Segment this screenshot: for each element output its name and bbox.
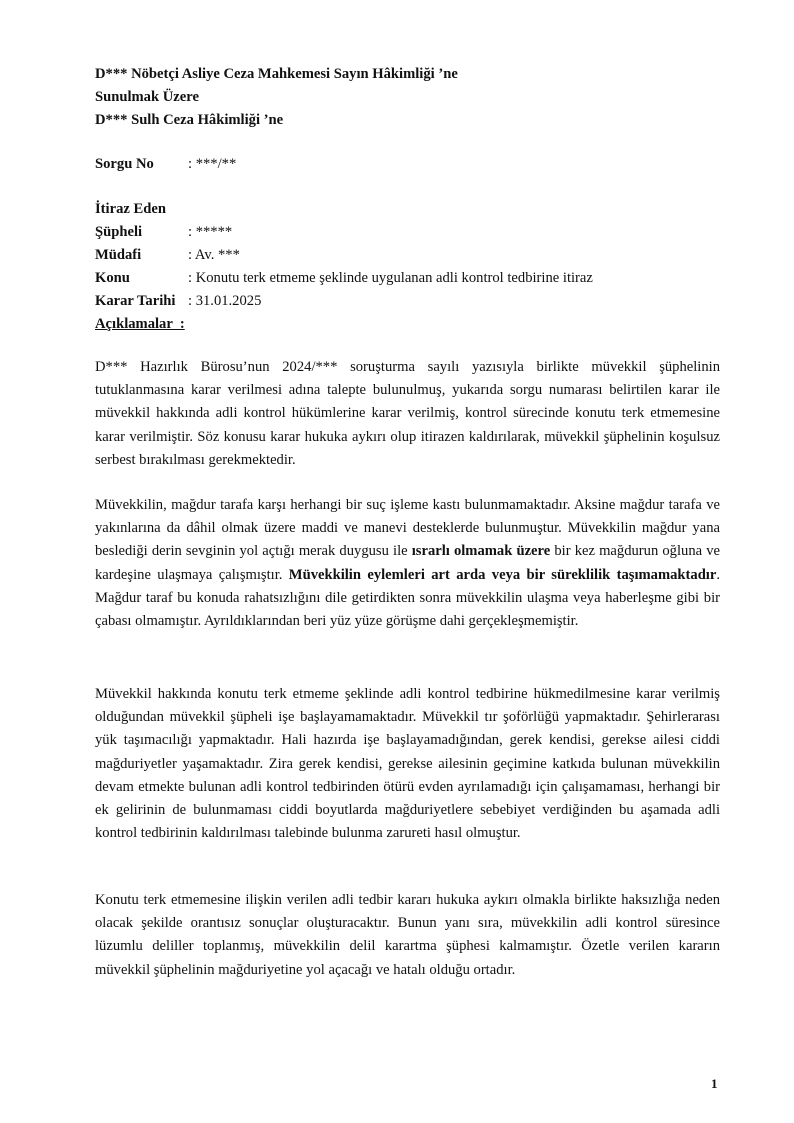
paragraph-2-bold-b: Müvekkilin eylemleri art arda veya bir süreklilik taşımamaktadır — [288, 566, 717, 583]
mudafi-label: Müdafi — [95, 247, 142, 263]
sorgu-no-label: Sorgu No — [95, 156, 154, 172]
paragraph-2-text-c: . Mağdur taraf bu konuda rahatsızlığını dile getirdikten sonra müvekkilin ulaşma veya haberleşme gibi bir çabası olmamıştır. Ayrıldıklarından beri yüz yüze görüşme dahi gerçekleşmemiştir. — [95, 566, 720, 630]
supheli-value: : ***** — [188, 224, 233, 240]
court-address-line-1: D*** Nöbetçi Asliye Ceza Mahkemesi Sayın Hâkimliği ’ne — [95, 66, 458, 82]
paragraph-2-bold-a: ısrarlı olmamak üzere — [411, 543, 551, 560]
court-address-line-3: D*** Sulh Ceza Hâkimliği ’ne — [95, 112, 284, 128]
konu-value: : Konutu terk etmeme şeklinde uygulanan adli kontrol tedbirine itiraz — [188, 270, 593, 286]
supheli-row — [95, 221, 232, 244]
aciklamalar-heading: Açıklamalar : — [95, 316, 185, 332]
mudafi-value: : Av. *** — [188, 247, 240, 263]
paragraph-2-text-a: Müvekkilin, mağdur tarafa karşı herhangi bir suç işleme kastı bulunmamaktadır. Aksine mağdur tarafa ve yakınlarına da dâhil olmak üzere maddi ve manevi desteklerde bulunmuştur. Müvekkilin mağdur yana beslediği derin sevginin yol açtığı merak duygusu ile — [95, 497, 720, 560]
supheli-label: Şüpheli — [95, 224, 143, 240]
paragraph-3: Müvekkil hakkında konutu terk etmeme şeklinde adli kontrol tedbirine hükmedilmesine karar verilmiş olduğundan müvekkil şüpheli işe başlayamamaktadır. Müvekkil tır şoförlüğü yapmaktadır. Şehirlerarası yük taşımacılığı yapmaktadır. Hali hazırda işe başlayamadığından, gerek kendisi, gerekse ailesi ciddi mağduriyetler yaşamaktadır. Zira gerek kendisi, gerekse ailesinin geçimine katkıda bulunan müvekkilin devam etmekte bulunan adli kontrol tedbirinden ötürü evden ayrılamadığı için çalışamaması, herhangi bir ek gelirinin de bulunmaması ciddi boyutlarda mağduriyetlere sebebiyet verdiğinden bu aşamada adli kontrol tedbirinin kaldırılması talebinde bulunma zarureti hasıl olmuştur. — [95, 686, 720, 842]
page-number: 1 — [711, 1076, 718, 1091]
paragraph-2 — [95, 494, 720, 633]
court-address-line-2: Sunulmak Üzere — [95, 89, 199, 105]
karar-tarihi-label: Karar Tarihi — [95, 293, 176, 309]
paragraph-4: Konutu terk etmemesine ilişkin verilen adli tedbir kararı hukuka aykırı olmakla birlikte haksızlığa neden olacak şekilde orantısız sonuçlar oluşturacaktır. Bunun yanı sıra, müvekkilin adli kontrol süresince lüzumlu deliller toplanmış, müvekkilin delil karartma şüphesi kalmamıştır. Özetle verilen kararın müvekkil şüphelinin mağduriyetine yol açacağı ve hatalı olduğu ortadır. — [95, 892, 720, 978]
konu-label: Konu — [95, 270, 130, 286]
paragraph-1: D*** Hazırlık Bürosu’nun 2024/*** soruşturma sayılı yazısıyla birlikte müvekkil şüphelinin tutuklanmasına karar verilmesi adına talepte bulunulmuş, yukarıda sorgu numarası belirtilen karar ile müvekkil hakkında adli kontrol hükümlerine karar verilmiş, kontrol sürecinde konutu terk etmemesine karar verilmiştir. Söz konusu karar hukuka aykırı olup itirazen kaldırılarak, müvekkil şüphelinin koşulsuz serbest bırakılması gerekmektedir. — [95, 359, 720, 468]
karar-tarihi-value: : 31.01.2025 — [188, 293, 262, 309]
karar-tarihi-row — [95, 290, 261, 313]
konu-row — [95, 267, 593, 290]
paragraph-2-text-b: bir kez mağdurun oğluna ve kardeşine ulaşmaya çalışmıştır. — [95, 543, 721, 583]
mudafi-row — [95, 244, 240, 267]
sorgu-no-value: : ***/** — [188, 156, 237, 172]
sorgu-no-row — [95, 153, 236, 176]
itiraz-eden-label: İtiraz Eden — [95, 201, 166, 217]
document-header — [95, 63, 458, 132]
